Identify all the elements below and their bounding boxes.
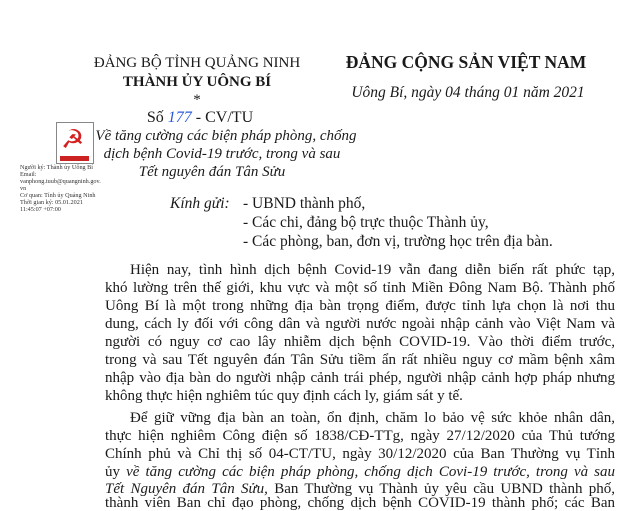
paragraph-line: khó lường trên thế giới, khu vực và một số tỉnh Miền Đông Nam Bộ. Thành phố (105, 280, 615, 296)
line-rest: Ban Thường vụ Thành ủy yêu cầu UBND thành phố, (267, 481, 616, 497)
paragraph-line: trong và sau Tết nguyên đán Tân Sửu tiềm ẩn rất nhiều nguy cơ mầm bệnh xâm (105, 352, 615, 368)
paragraph-line: Hiện nay, tình hình dịch bệnh Covid-19 vẫn đang diễn biến rất phức tạp, (130, 262, 615, 278)
italic-title: về tăng cường các biện pháp phòng, chống dịch Covi-19 trước, trong và sau (126, 464, 616, 480)
paragraph-line: thực hiện nghiêm Công điện số 1838/CĐ-TTg, ngày 27/12/2020 của Thủ tướng (105, 428, 615, 444)
issuing-org: THÀNH ỦY UÔNG BÍ (122, 74, 272, 90)
subject-line: dịch bệnh Covid-19 trước, trong và sau (103, 146, 341, 162)
subject-line: Tết nguyên đán Tân Sửu (138, 164, 286, 180)
recipient-item: - Các phòng, ban, đơn vị, trường học trên địa bàn. (243, 233, 553, 250)
email-cont: vn (20, 185, 27, 192)
recipients-label: Kính gửi: (170, 195, 230, 212)
paragraph-line: người có nguy cơ cao lây nhiễm dịch bệnh COVID-19. Vào thời điểm trước, (105, 334, 615, 350)
paragraph-line: nhập vào địa bàn do người nhập cảnh trái phép, người nhập cảnh hợp pháp nhưng (105, 370, 615, 386)
sign-date: Thời gian ký: 05.01.2021 (20, 199, 83, 206)
paragraph-line: Chính phủ và Chỉ thị số 04-CT/TU, ngày 30/12/2020 của Ban Thường vụ Tỉnh (105, 446, 615, 462)
email: vanphong.tuub@quangninh.gov. (20, 178, 101, 185)
sign-time: 11:45:07 +07:00 (20, 206, 61, 213)
recipient-item: - UBND thành phố, (243, 195, 366, 212)
subject-line: Về tăng cường các biện pháp phòng, chống (95, 128, 357, 144)
document-date: Uông Bí, ngày 04 tháng 01 năm 2021 (351, 84, 585, 101)
number-suffix: - CV/TU (195, 109, 254, 126)
line-start: ủy (105, 464, 127, 480)
italic-title: Tết Nguyên đán Tân Sửu, (105, 481, 268, 497)
recipient-item: - Các chi, đảng bộ trực thuộc Thành ủy, (243, 214, 489, 231)
number-prefix: Số (146, 109, 164, 126)
party-emblem-logo: ☭ (56, 122, 94, 164)
paragraph-line: Để giữ vững địa bàn an toàn, ổn định, chăm lo bảo vệ sức khỏe nhân dân, (130, 410, 615, 426)
parent-org: ĐẢNG BỘ TỈNH QUẢNG NINH (93, 55, 301, 71)
document-number (147, 109, 253, 127)
number-value: 177 (167, 109, 192, 126)
paragraph-line: Uông Bí là một trong những địa bàn trọng điểm, được tỉnh lựa chọn là nơi thu (105, 298, 615, 314)
paragraph-line: thành viên Ban chỉ đạo phòng, chống dịch bệnh COVID-19 thành phố; các Ban (105, 495, 615, 511)
signer: Người ký: Thành ủy Uông Bí (20, 164, 94, 171)
email-label: Email: (20, 171, 37, 178)
paragraph-line (105, 463, 615, 481)
star-separator: * (193, 92, 201, 108)
agency: Cơ quan: Tỉnh ủy Quảng Ninh (20, 192, 96, 199)
paragraph-line: không thực hiện nghiêm túc quy định cách ly, giám sát y tế. (105, 388, 463, 404)
digital-signature-info (20, 164, 101, 213)
party-title: ĐẢNG CỘNG SẢN VIỆT NAM (345, 52, 587, 72)
paragraph-line: dung, cách ly đối với công dân và người nước ngoài nhập cảnh vào Việt Nam và (105, 316, 615, 332)
